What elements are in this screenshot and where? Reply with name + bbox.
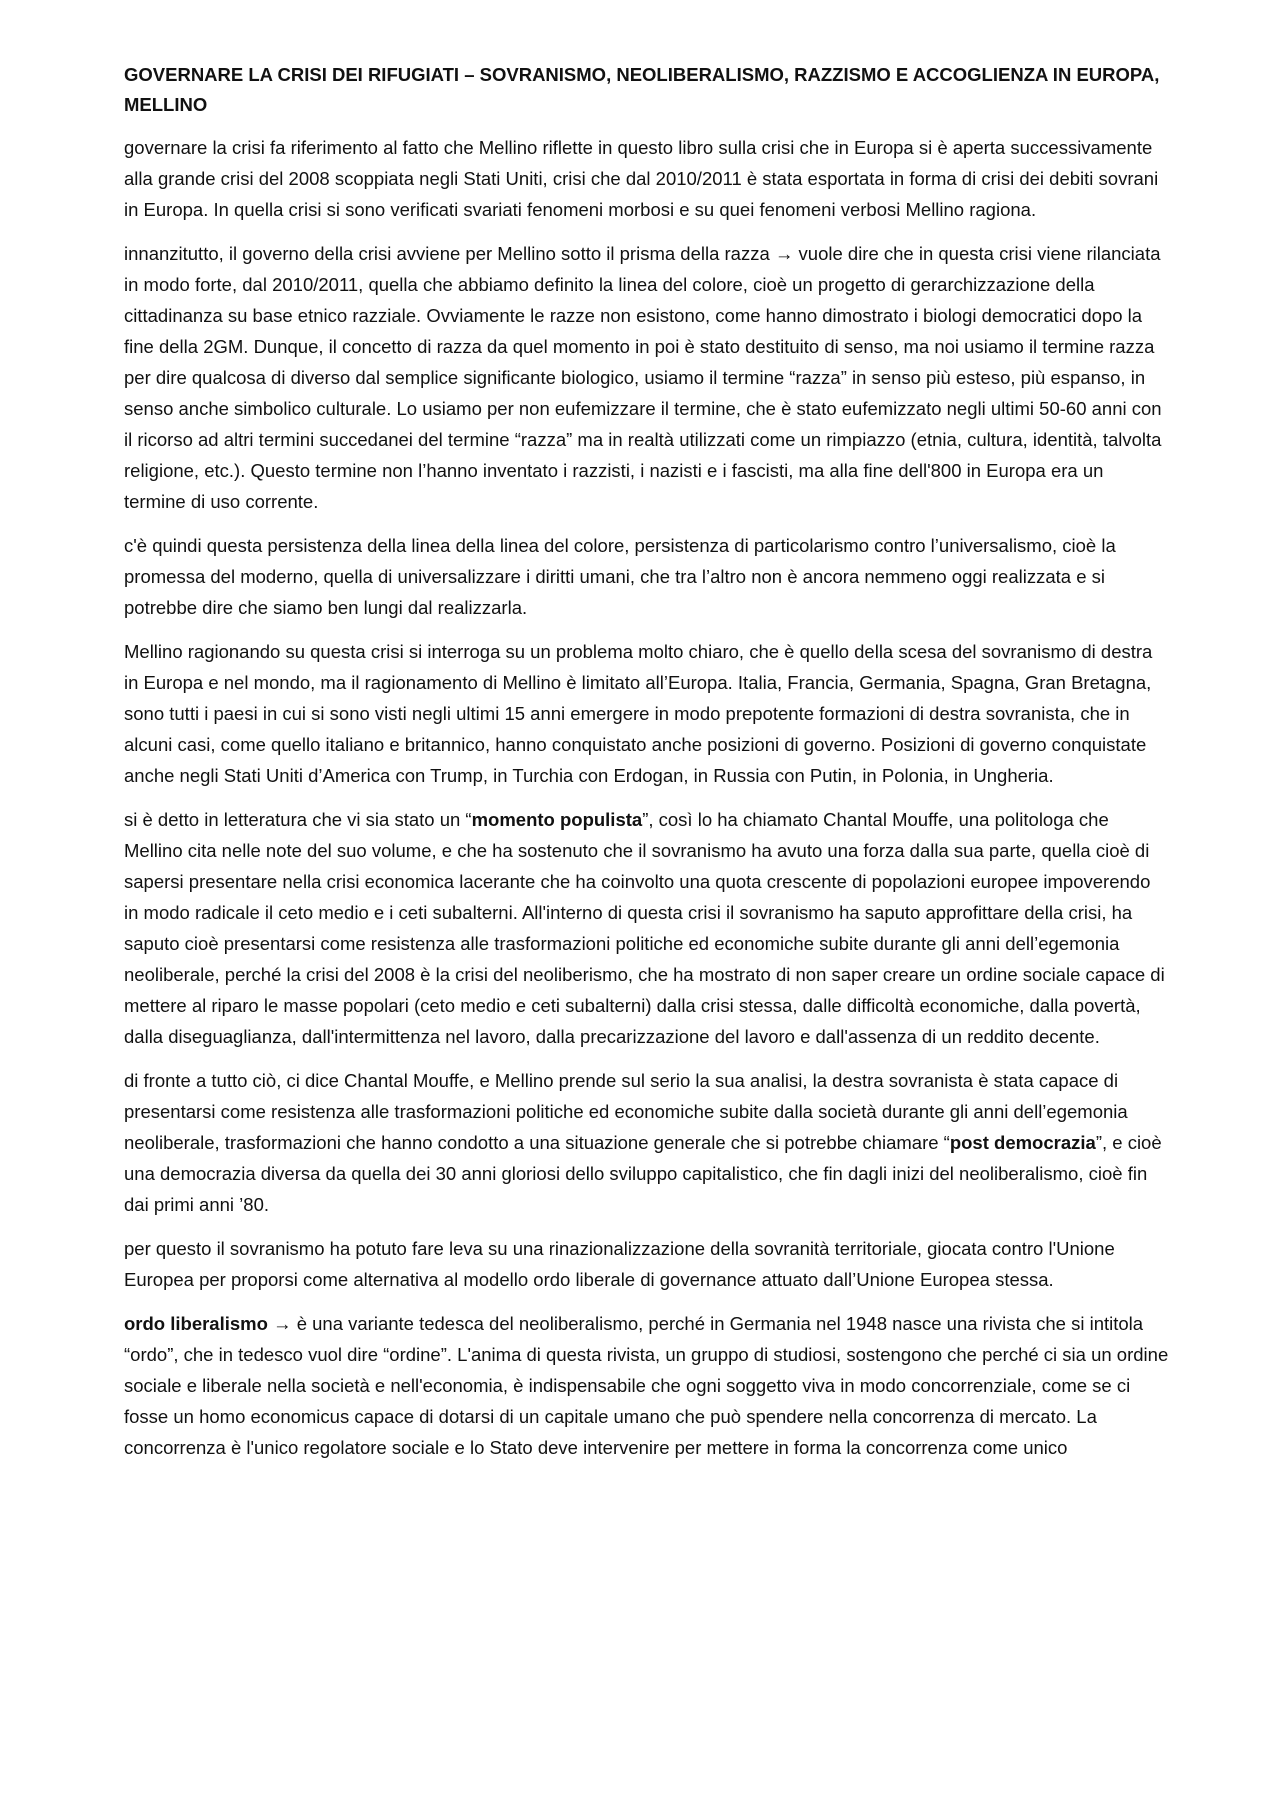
- paragraph-7: per questo il sovranismo ha potuto fare leva su una rinazionalizzazione della sovranità territoriale, giocata contro l'Unione Europea per proporsi come alternativa al modello ordo liberale di governance attuato dall’Unione Europea stessa.: [124, 1238, 1115, 1290]
- paragraph-5: [124, 804, 1169, 1052]
- ordo-liberalismo-term: ordo liberalismo: [124, 1313, 268, 1334]
- document-title: GOVERNARE LA CRISI DEI RIFUGIATI – SOVRANISMO, NEOLIBERALISMO, RAZZISMO E ACCOGLIENZA IN EUROPA, MELLINO: [124, 64, 1160, 115]
- paragraph-8: [124, 1308, 1169, 1463]
- paragraph-6: [124, 1065, 1169, 1220]
- paragraph-6-after: ”, e cioè una democrazia diversa da quella dei 30 anni gloriosi dello sviluppo capitalistico, che fin dagli inizi del neoliberalismo, cioè fin dai primi anni ’80.: [124, 1132, 1162, 1215]
- paragraph-4: Mellino ragionando su questa crisi si interroga su un problema molto chiaro, che è quello della scesa del sovranismo di destra in Europa e nel mondo, ma il ragionamento di Mellino è limitato all’Europa. Italia, Francia, Germania, Spagna, Gran Bretagna, sono tutti i paesi in cui si sono visti negli ultimi 15 anni emergere in modo prepotente formazioni di destra sovranista, che in alcuni casi, come quello italiano e britannico, hanno conquistato anche posizioni di governo. Posizioni di governo conquistate anche negli Stati Uniti d’America con Trump, in Turchia con Erdogan, in Russia con Putin, in Polonia, in Ungheria.: [124, 641, 1153, 786]
- paragraph-8-after: → è una variante tedesca del neoliberalismo, perché in Germania nel 1948 nasce una rivista che si intitola “ordo”, che in tedesco vuol dire “ordine”. L'anima di questa rivista, un gruppo di studiosi, sostengono che perché ci sia un ordine sociale e liberale nella società e nell'economia, è indispensabile che ogni soggetto viva in modo concorrenziale, come se ci fosse un homo economicus capace di dotarsi di un capitale umano che può spendere nella concorrenza di mercato. La concorrenza è l'unico regolatore sociale e lo Stato deve intervenire per mettere in forma la concorrenza come unico: [124, 1313, 1169, 1458]
- momento-populista-term: momento populista: [471, 809, 643, 830]
- paragraph-6-before: di fronte a tutto ciò, ci dice Chantal Mouffe, e Mellino prende sul serio la sua analisi, la destra sovranista è stata capace di presentarsi come resistenza alle trasformazioni politiche ed economiche subite dalla società durante gli anni dell’egemonia neoliberale, trasformazioni che hanno condotto a una situazione generale che si potrebbe chiamare “: [124, 1070, 1128, 1153]
- post-democrazia-term: post democrazia: [949, 1132, 1096, 1153]
- paragraph-5-after: ”, così lo ha chiamato Chantal Mouffe, una politologa che Mellino cita nelle note del suo volume, e che ha sostenuto che il sovranismo ha avuto una forza dalla sua parte, quella cioè di sapersi presentare nella crisi economica lacerante che ha coinvolto una quota crescente di popolazioni europee impoverendo in modo radicale il ceto medio e i ceti subalterni. All'interno di questa crisi il sovranismo ha saputo approfittare della crisi, ha saputo cioè presentarsi come resistenza alle trasformazioni politiche ed economiche subite durante gli anni dell’egemonia neoliberale, perché la crisi del 2008 è la crisi del neoliberismo, che ha mostrato di non saper creare un ordine sociale capace di mettere al riparo le masse popolari (ceto medio e ceti subalterni) dalla crisi stessa, dalle difficoltà economiche, dalla povertà, dalla diseguaglianza, dall'intermittenza nel lavoro, dalla precarizzazione del lavoro e dall'assenza di un reddito decente.: [124, 809, 1165, 1047]
- paragraph-3: c'è quindi questa persistenza della linea della linea del colore, persistenza di particolarismo contro l’universalismo, cioè la promessa del moderno, quella di universalizzare i diritti umani, che tra l’altro non è ancora nemmeno oggi realizzata e si potrebbe dire che siamo ben lungi dal realizzarla.: [124, 535, 1116, 618]
- document-page: [124, 60, 1169, 1476]
- paragraph-1: governare la crisi fa riferimento al fatto che Mellino riflette in questo libro sulla crisi che in Europa si è aperta successivamente alla grande crisi del 2008 scoppiata negli Stati Uniti, crisi che dal 2010/2011 è stata esportata in forma di crisi dei debiti sovrani in Europa. In quella crisi si sono verificati svariati fenomeni morbosi e su quei fenomeni verbosi Mellino ragiona.: [124, 137, 1159, 220]
- paragraph-5-before: si è detto in letteratura che vi sia stato un “: [124, 809, 472, 830]
- paragraph-2: innanzitutto, il governo della crisi avviene per Mellino sotto il prisma della razza → vuole dire che in questa crisi viene rilanciata in modo forte, dal 2010/2011, quella che abbiamo definito la linea del colore, cioè un progetto di gerarchizzazione della cittadinanza su base etnico razziale. Ovviamente le razze non esistono, come hanno dimostrato i biologi democratici dopo la fine della 2GM. Dunque, il concetto di razza da quel momento in poi è stato destituito di senso, ma noi usiamo il termine razza per dire qualcosa di diverso dal semplice significante biologico, usiamo il termine “razza” in senso più esteso, più espanso, in senso anche simbolico culturale. Lo usiamo per non eufemizzare il termine, che è stato eufemizzato negli ultimi 50-60 anni con il ricorso ad altri termini succedanei del termine “razza” ma in realtà utilizzati come un rimpiazzo (etnia, cultura, identità, talvolta religione, etc.). Questo termine non l’hanno inventato i razzisti, i nazisti e i fascisti, ma alla fine dell'800 in Europa era un termine di uso corrente.: [124, 243, 1162, 512]
